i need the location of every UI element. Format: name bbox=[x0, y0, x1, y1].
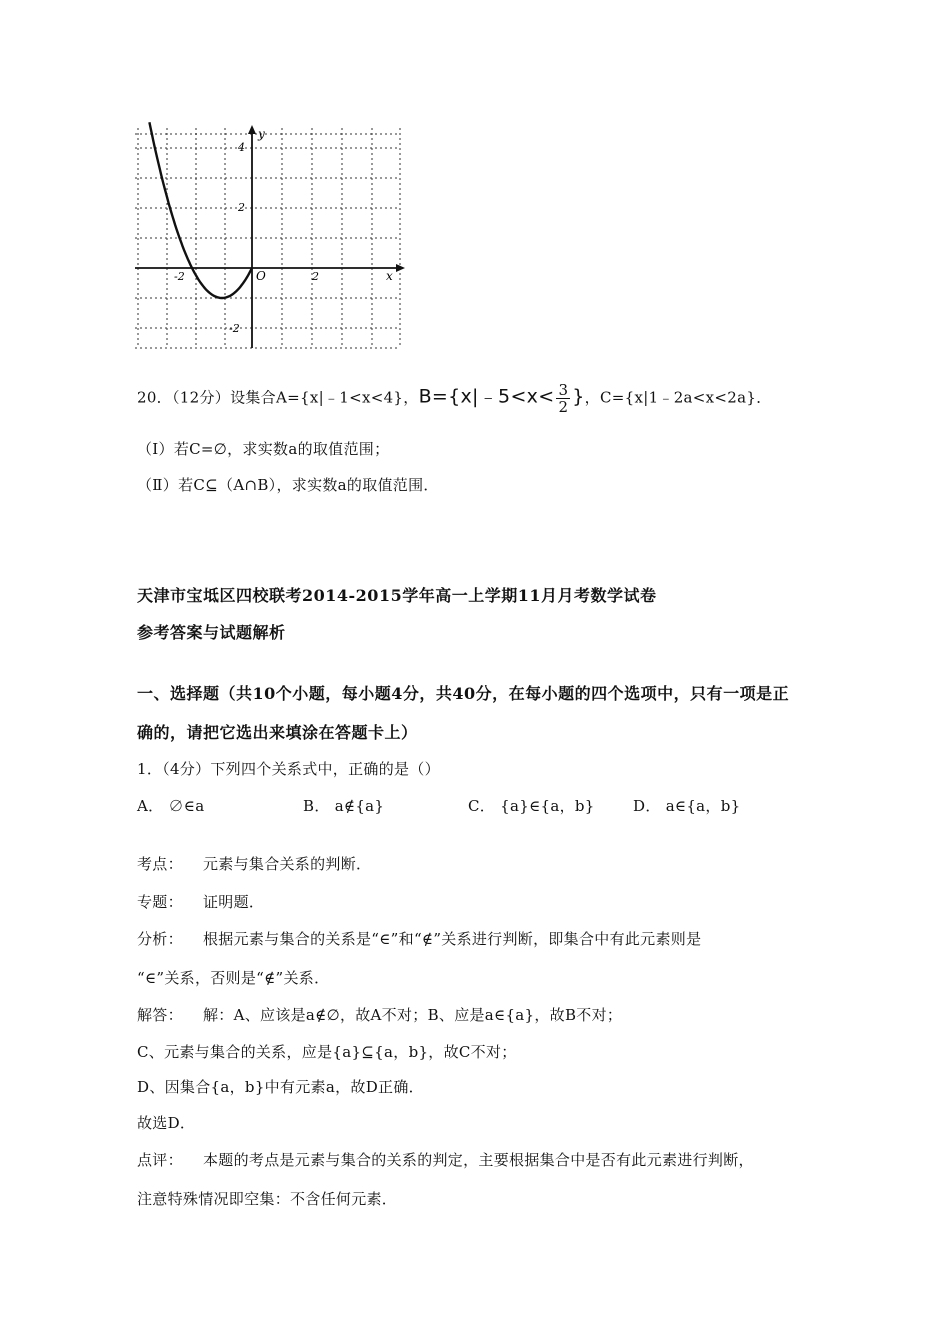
jieda-text-2: C、元素与集合的关系，应是{a}⊆{a，b}，故C不对； bbox=[137, 1043, 517, 1061]
fraction-denominator: 2 bbox=[558, 398, 569, 416]
kaodian-label: 考点： bbox=[137, 855, 183, 873]
set-b-close: } bbox=[572, 385, 585, 408]
x-axis-label: x bbox=[386, 269, 393, 283]
fraction-numerator: 3 bbox=[558, 381, 569, 399]
grid-lines bbox=[135, 128, 400, 348]
answer-title: 天津市宝坻区四校联考2014-2015学年高一上学期11月月考数学试卷 bbox=[137, 586, 657, 605]
dianping-text-2: 注意特殊情况即空集：不含任何元素． bbox=[137, 1190, 398, 1208]
origin-label: O bbox=[256, 269, 266, 283]
fenxi-label: 分析： bbox=[137, 930, 183, 948]
ytick-label-2: 2 bbox=[238, 201, 245, 214]
q1-stem: 1．（4分）下列四个关系式中，正确的是（） bbox=[137, 760, 440, 778]
ytick-label-4: 4 bbox=[238, 141, 245, 154]
dianping-text-1: 本题的考点是元素与集合的关系的判定，主要根据集合中是否有此元素进行判断， bbox=[203, 1151, 754, 1169]
q20-head: 20．（12分）设集合A={x|﹣1<x<4}， bbox=[137, 388, 419, 407]
q20-part-2: （Ⅱ）若C⊆（A∩B），求实数a的取值范围． bbox=[137, 476, 439, 494]
jieda-text-1: 解：A、应该是a∉∅，故A不对；B、应是a∈{a}，故B不对； bbox=[203, 1006, 623, 1024]
fenxi-text-1: 根据元素与集合的关系是“∈”和“∉”关系进行判断，即集合中有此元素则是 bbox=[203, 930, 702, 948]
q1-option-d: D． a∈{a，b} bbox=[633, 797, 741, 815]
x-axis-arrow bbox=[396, 264, 405, 272]
xtick-label-neg2: -2 bbox=[174, 270, 185, 283]
jieda-label: 解答： bbox=[137, 1006, 183, 1024]
zhuanti-text: 证明题． bbox=[203, 893, 265, 911]
kaodian-text: 元素与集合关系的判断． bbox=[203, 855, 372, 873]
section-1-heading-line-2: 确的，请把它选出来填涂在答题卡上） bbox=[137, 723, 418, 742]
jieda-text-3: D、因集合{a，b}中有元素a，故D正确． bbox=[137, 1078, 424, 1096]
q1-option-b: B． a∉{a} bbox=[303, 797, 385, 815]
q1-option-c: C． {a}∈{a，b} bbox=[468, 797, 595, 815]
jieda-text-4: 故选D． bbox=[137, 1114, 196, 1132]
xtick-label-2: 2 bbox=[312, 270, 319, 283]
ytick-label-neg2: -2 bbox=[229, 322, 240, 335]
set-b-prefix: B={x|﹣5<x< bbox=[418, 385, 555, 408]
fenxi-text-2: “∈”关系，否则是“∉”关系． bbox=[137, 969, 330, 987]
dianping-label: 点评： bbox=[137, 1151, 183, 1169]
answer-subtitle: 参考答案与试题解析 bbox=[137, 623, 286, 642]
parabola-graph bbox=[130, 120, 410, 355]
fraction-3-2 bbox=[556, 382, 570, 415]
q20-tail: ，C={x|1﹣2a<x<2a}． bbox=[584, 388, 772, 407]
zhuanti-label: 专题： bbox=[137, 893, 183, 911]
q20-statement bbox=[137, 382, 772, 422]
section-1-heading-line-1: 一、选择题（共10个小题，每小题4分，共40分，在每小题的四个选项中，只有一项是正 bbox=[137, 684, 790, 703]
q1-option-a: A． ∅∈a bbox=[137, 797, 205, 815]
parabola-curve bbox=[149, 122, 252, 298]
y-axis-label: y bbox=[258, 127, 265, 141]
y-axis-arrow bbox=[248, 125, 256, 134]
q20-part-1: （Ⅰ）若C=∅，求实数a的取值范围； bbox=[137, 440, 390, 458]
